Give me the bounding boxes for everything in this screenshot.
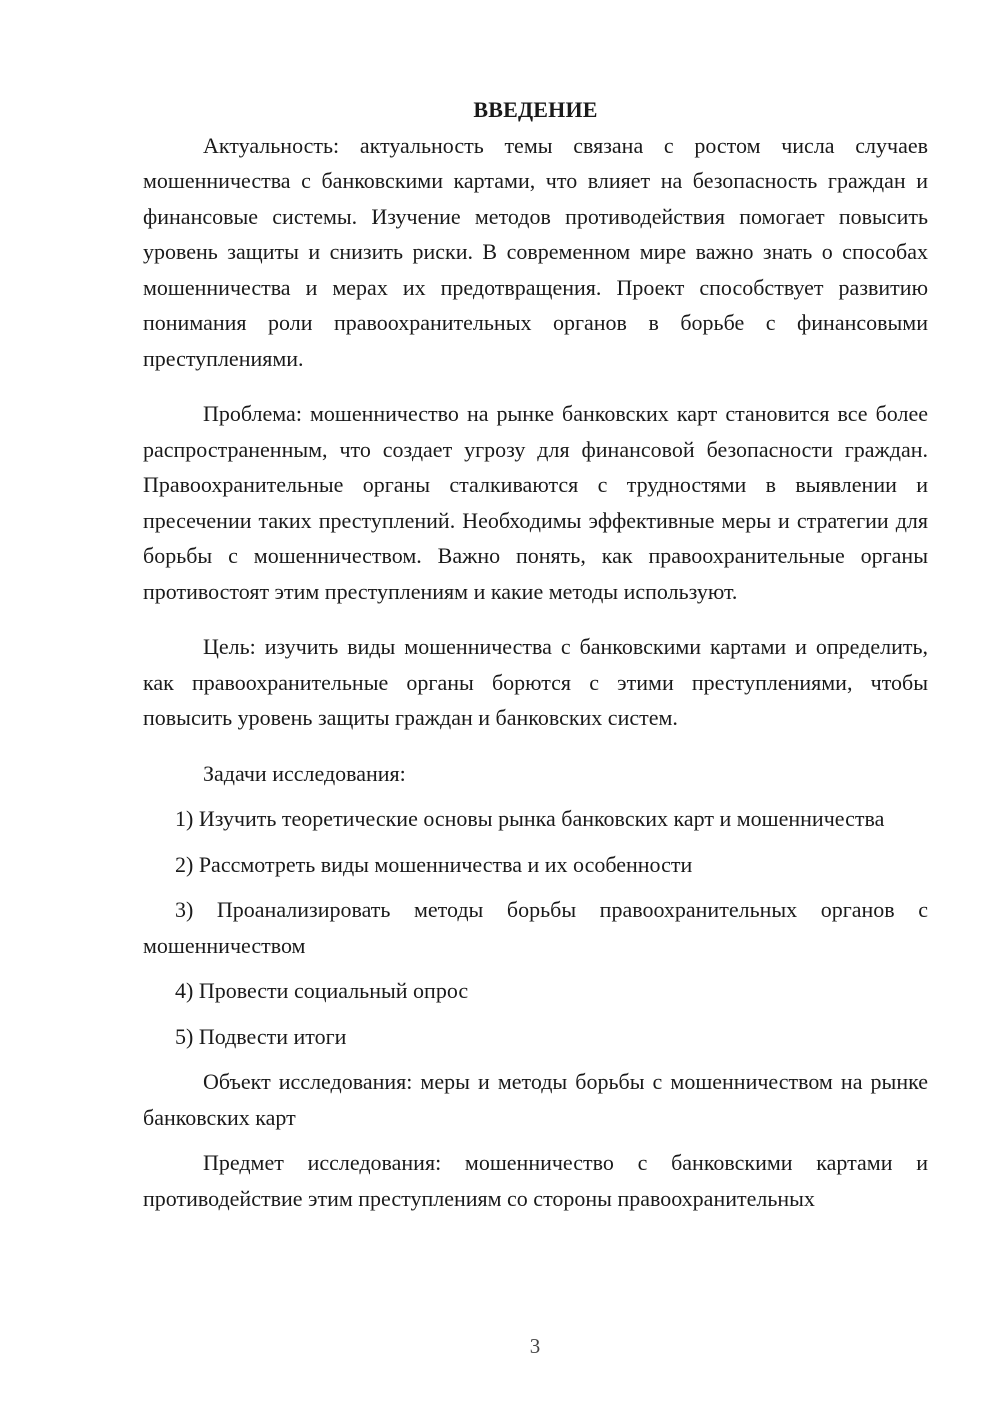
task-item: 4) Провести социальный опрос xyxy=(175,978,469,1003)
task-item: 2) Рассмотреть виды мошенничества и их особенности xyxy=(175,851,693,877)
section-heading: ВВЕДЕНИЕ xyxy=(473,97,598,122)
relevance-paragraph: Актуальность: актуальность темы связана с ростом числа случаев мошенничества с банковскими картами, что влияет на безопасность граждан и финансовые системы. Изучение методов противодействия помогает повысить уровень защиты и снизить риски. В современном мире важно знать о способах мошенничества и мерах их предотвращения. Проект способствует развитию понимания роли правоохранительных органов в борьбе с финансовыми преступлениями. xyxy=(143,132,928,371)
tasks-title: Задачи исследования: xyxy=(203,760,406,786)
page-number: 3 xyxy=(529,1334,541,1358)
task-item: 1) Изучить теоретические основы рынка банковских карт и мошенничества xyxy=(175,806,885,831)
page-content xyxy=(143,92,928,1236)
task-item: 5) Подвести итоги xyxy=(175,1023,347,1049)
goal-paragraph: Цель: изучить виды мошенничества с банковскими картами и определить, как правоохранительные органы борются с этими преступлениями, чтобы повысить уровень защиты граждан и банковских систем. xyxy=(143,634,928,730)
subject-paragraph: Предмет исследования: мошенничество с банковскими картами и противодействие этим преступлениям со стороны правоохранительных xyxy=(143,1150,928,1211)
object-paragraph: Объект исследования: меры и методы борьбы с мошенничеством на рынке банковских карт xyxy=(143,1069,928,1130)
task-item: 3) Проанализировать методы борьбы правоохранительных органов с мошенничеством xyxy=(143,897,928,958)
problem-paragraph: Проблема: мошенничество на рынке банковских карт становится все более распространенным, что создает угрозу для финансовой безопасности граждан. Правоохранительные органы сталкиваются с трудностями в выявлении и пресечении таких преступлений. Необходимы эффективные меры и стратегии для борьбы с мошенничеством. Важно понять, как правоохранительные органы противостоят этим преступлениям и какие методы используют. xyxy=(143,401,928,604)
